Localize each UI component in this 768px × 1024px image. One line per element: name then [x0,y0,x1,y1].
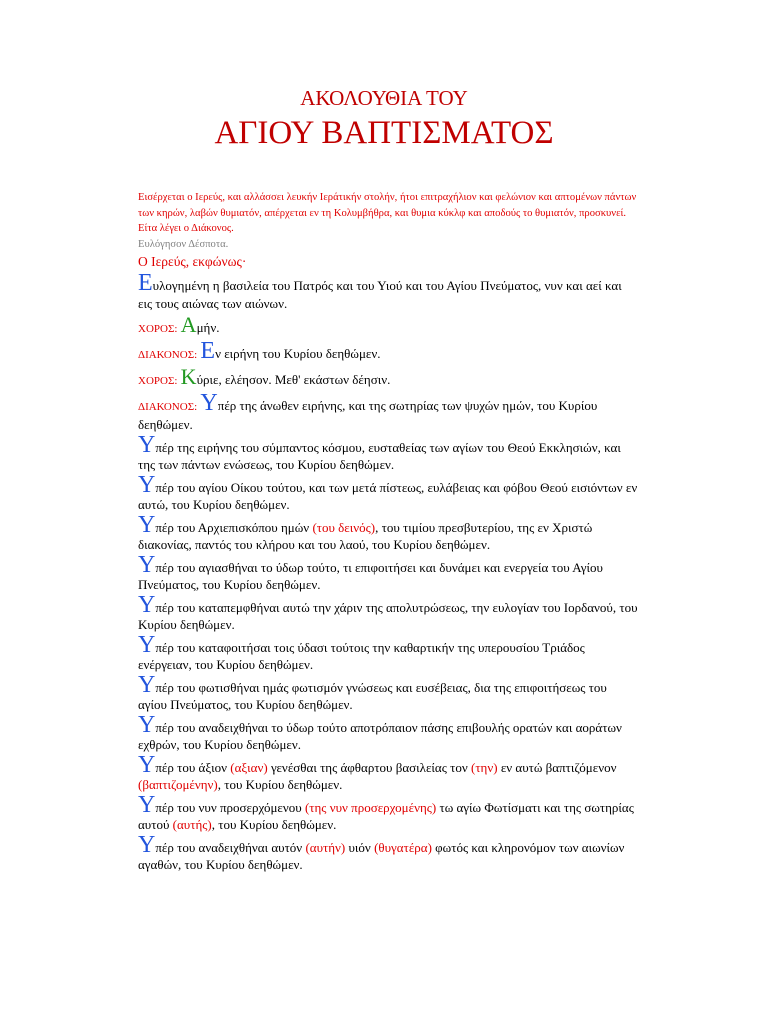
variant-text: (αξιαν) [230,759,268,775]
variant-text: (της νυν προσερχομένης) [304,799,437,815]
choir-kyrie-text: ύριε, ελέησον. Μεθ' εκάστων δέησιν. [196,372,391,387]
drop-initial: Υ [138,591,156,618]
variant-text: (την) [471,759,498,775]
petition-text: πέρ του άξιον [155,759,231,775]
petition-text: γενέσθαι της άφθαρτου βασιλείας τον [267,759,471,775]
petition-text: φωτός και κληρονόμον των αιωνίων αγαθών, του Κυρίου δεηθώμεν. [138,839,625,872]
drop-initial: Υ [138,511,156,538]
deacon-label: ΔΙΑΚΟΝΟΣ: [138,400,198,413]
drop-initial: Κ [180,364,197,389]
variant-text: (βαπτιζομένην) [138,777,218,792]
drop-initial: Υ [138,711,156,738]
priest-aloud-rubric: Ο Ιερεύς, εκφώνως· [138,254,247,269]
petition-text: πέρ του φωτισθήναι ημάς φωτισμόν γνώσεως και ευσέβειας, δια της επιφοιτήσεως του αγίου Πνεύματος, του Κυρίου δεηθώμεν. [138,679,607,712]
petition-paragraph [138,711,638,754]
title-line-2: ΑΓΙΟΥ ΒΑΠΤΙΣΜΑΤΟΣ [214,115,554,151]
petition-text: , του Κυρίου δεηθώμεν. [217,777,343,792]
petition-paragraph [138,431,638,474]
blessing-paragraph [138,270,638,312]
service-text [138,190,638,874]
intro-rubric: Εισέρχεται ο Ιερεύς, και αλλάσσει λευκήν Ιεράτικήν στολήν, ήτοι επιτραχήλιον και φελώνιον και απτομένων πάντων των κηρών, λαβών θυμιατόν, απέρχεται εν τη Κολυμβήθρα, και θυμια κύκλφ και αποδούς το θυμιατόν, προσκυνεί. [138,192,637,219]
choir-kyrie-line [138,364,638,391]
drop-initial: Υ [138,631,156,658]
petitions-list [138,431,638,874]
petition-text: πέρ της ειρήνης του σύμπαντος κόσμου, ευσταθείας των αγίων του Θεού Εκκλησιών, και της των πάντων ενώσεως, του Κυρίου δεηθώμεν. [138,439,621,472]
choir-label: ΧΟΡΟΣ: [138,375,178,387]
petition-text: τω αγίω Φωτίσματι και της σωτηρίας αυτού [138,799,634,832]
petition-text: εν αυτώ βαπτιζόμενον [497,759,617,775]
blessing-text: υλογημένη η βασιλεία του Πατρός και του Υιού και του Αγίου Πνεύματος, νυν και αεί και εις τους αιώνας των αιώνων. [138,278,622,311]
drop-initial: Υ [138,431,156,458]
petition-text: πέρ του αγιασθήναι το ύδωρ τούτο, τι επιφοιτήσει και δυνάμει και ενεργεία του Αγίου Πνεύματος, του Κυρίου δεηθώμεν. [138,559,603,592]
drop-initial: Υ [138,471,156,498]
choir-amen-line [138,312,638,339]
petition-text: , του τιμίου πρεσβυτερίου, της εν Χριστώ διακονίας, παντός του κλήρου και του λαού, του Κυρίου δεηθώμεν. [138,519,593,552]
drop-initial: Ε [138,270,153,296]
choir-label: ΧΟΡΟΣ: [138,323,178,335]
drop-initial: Α [180,312,197,337]
bless-master-line: Ευλόγησον Δέσποτα. [138,238,229,250]
drop-initial: Ε [200,337,216,364]
petition-paragraph [138,751,638,794]
drop-initial: Υ [138,551,156,578]
drop-initial: Υ [138,671,156,698]
petition-text: , του Κυρίου δεηθώμεν. [211,817,337,832]
deacon-peace-line [138,337,638,365]
deacon-label: ΔΙΑΚΟΝΟΣ: [138,348,198,361]
petition-paragraph [138,551,638,594]
petition-paragraph [138,511,638,554]
petition-text: πέρ του Αρχιεπισκόπου ημών [155,519,313,535]
deacon-peace-text: ν ειρήνη του Κυρίου δεηθώμεν. [215,345,381,361]
variant-text: (θυγατέρα) [374,839,432,855]
petition-text: πέρ του καταπεμφθήναι αυτώ την χάριν της απολυτρώσεως, την ευλογίαν του Ιορδανού, του Κυρίου δεηθώμεν. [138,599,638,632]
drop-initial: Υ [200,389,218,416]
petition-paragraph [138,671,638,714]
petition-text: υιόν [345,839,375,855]
drop-initial: Υ [138,831,156,858]
petition-text: πέρ του αγίου Οίκου τούτου, και των μετά πίστεως, ευλάβειας και φόβου Θεού εισιόντων εν αυτώ, του Κυρίου δεηθώμεν. [138,479,638,512]
drop-initial: Υ [138,791,156,818]
petition-text: πέρ του καταφοιτήσαι τοις ύδασι τούτοις την καθαρτικήν της υπερουσίου Τριάδος ενέργειαν, του Κυρίου δεηθώμεν. [138,639,585,672]
petition-text: πέρ του αναδειχθήναι το ύδωρ τούτο αποτρόπαιον πάσης επιβουλής ορατών και αοράτων εχθρών, του Κυρίου δεηθώμεν. [138,719,622,752]
deacon-above-text: πέρ της άνωθεν ειρήνης, και της σωτηρίας των ψυχών ημών, του Κυρίου δεηθώμεν. [138,397,598,432]
petition-paragraph [138,831,638,874]
petition-paragraph [138,631,638,674]
petition-text: πέρ του αναδειχθήναι αυτόν [155,839,306,855]
variant-text: (αυτήν) [305,839,346,855]
drop-initial: Υ [138,751,156,778]
deacon-above-line [138,389,638,434]
title-line-1: ΑΚΟΛΟΥΘΙΑ ΤΟΥ [300,86,468,110]
variant-text: (του δεινός) [312,519,376,535]
petition-paragraph [138,471,638,514]
choir-amen-text: μήν. [196,320,220,335]
variant-text: (αυτής) [172,817,212,832]
petition-paragraph [138,791,638,834]
petition-paragraph [138,591,638,634]
petition-text: πέρ του νυν προσερχόμενου [155,799,305,815]
deacon-says-rubric: Είτα λέγει ο Διάκονος. [138,223,234,234]
